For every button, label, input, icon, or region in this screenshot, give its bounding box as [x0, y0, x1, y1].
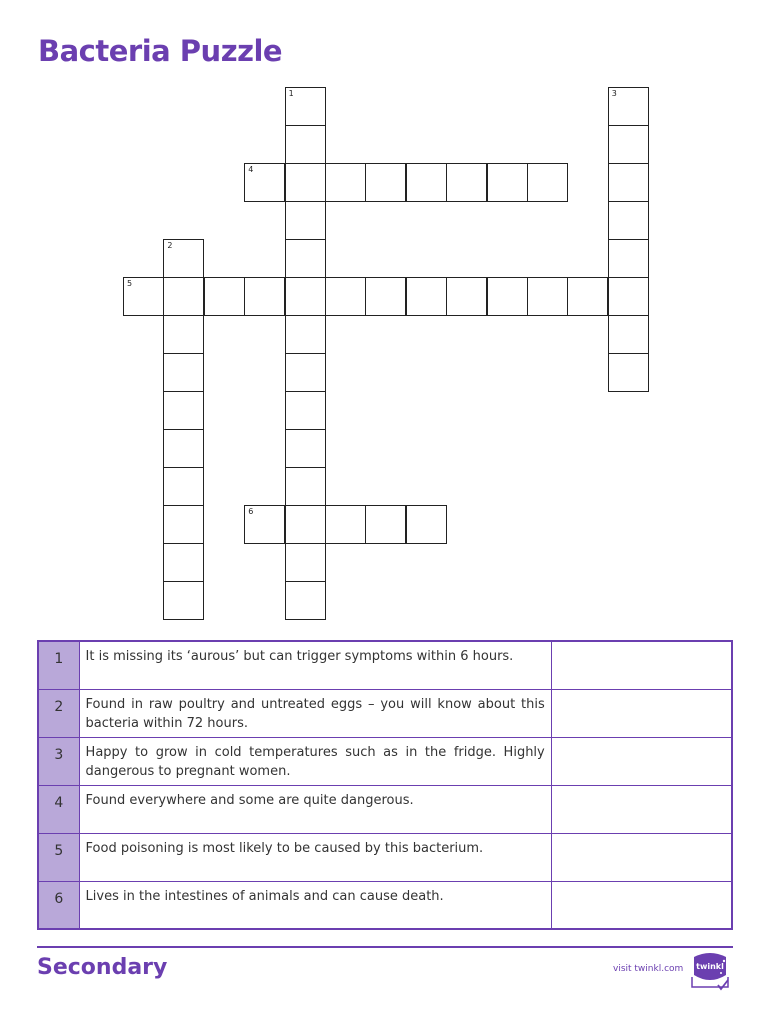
crossword-cell[interactable] — [285, 315, 326, 354]
clue-number: 4 — [38, 785, 79, 833]
crossword-cell[interactable] — [163, 505, 204, 544]
clue-row — [38, 689, 732, 737]
crossword-cell[interactable] — [608, 277, 649, 316]
crossword-cell[interactable] — [527, 163, 568, 202]
clue-row — [38, 881, 732, 929]
crossword-cell[interactable] — [446, 277, 487, 316]
clue-text: Lives in the intestines of animals and can cause death. — [79, 881, 551, 929]
crossword-cell[interactable] — [163, 429, 204, 468]
crossword-cell[interactable] — [285, 87, 326, 126]
crossword-cell[interactable] — [608, 87, 649, 126]
crossword-cell[interactable] — [325, 163, 366, 202]
crossword-cell[interactable] — [163, 277, 204, 316]
clue-text: Found everywhere and some are quite dangerous. — [79, 785, 551, 833]
svg-text:twinkl: twinkl — [696, 962, 724, 971]
clue-number-label: 3 — [611, 89, 617, 98]
crossword-cell[interactable] — [406, 505, 447, 544]
answer-field[interactable] — [551, 689, 732, 737]
crossword-cell[interactable] — [163, 543, 204, 582]
clue-number: 1 — [38, 641, 79, 689]
answer-field[interactable] — [551, 785, 732, 833]
answer-field[interactable] — [551, 737, 732, 785]
crossword-cell[interactable] — [163, 581, 204, 620]
twinkl-badge-icon — [688, 951, 732, 991]
crossword-cell[interactable] — [446, 163, 487, 202]
crossword-cell[interactable] — [285, 543, 326, 582]
clue-number-label: 1 — [288, 89, 294, 98]
crossword-cell[interactable] — [365, 277, 406, 316]
clue-row — [38, 785, 732, 833]
crossword-cell[interactable] — [163, 353, 204, 392]
crossword-cell[interactable] — [365, 163, 406, 202]
crossword-cell[interactable] — [608, 125, 649, 164]
clue-number: 3 — [38, 737, 79, 785]
crossword-cell[interactable] — [244, 505, 285, 544]
crossword-cell[interactable] — [487, 277, 528, 316]
crossword-cell[interactable] — [163, 315, 204, 354]
crossword-cell[interactable] — [285, 467, 326, 506]
crossword-cell[interactable] — [285, 125, 326, 164]
clue-text: Found in raw poultry and untreated eggs – you will know about this bacteria within 72 hours. — [79, 689, 551, 737]
crossword-cell[interactable] — [285, 277, 326, 316]
footer-divider — [37, 946, 733, 948]
crossword-cell[interactable] — [406, 277, 447, 316]
clue-text: Food poisoning is most likely to be caused by this bacterium. — [79, 833, 551, 881]
clue-text: Happy to grow in cold temperatures such as in the fridge. Highly dangerous to pregnant women. — [79, 737, 551, 785]
crossword-cell[interactable] — [163, 467, 204, 506]
crossword-cell[interactable] — [325, 277, 366, 316]
clue-row — [38, 737, 732, 785]
crossword-cell[interactable] — [406, 163, 447, 202]
footer-brand: Secondary — [37, 955, 168, 980]
clue-number-label: 5 — [127, 279, 133, 288]
clues-table — [37, 640, 733, 930]
crossword-cell[interactable] — [608, 163, 649, 202]
crossword-cell[interactable] — [244, 163, 285, 202]
crossword-cell[interactable] — [608, 201, 649, 240]
answer-field[interactable] — [551, 881, 732, 929]
answer-field[interactable] — [551, 833, 732, 881]
clue-number: 6 — [38, 881, 79, 929]
crossword-cell[interactable] — [204, 277, 245, 316]
crossword-cell[interactable] — [567, 277, 608, 316]
page-title: Bacteria Puzzle — [38, 34, 283, 68]
crossword-cell[interactable] — [285, 581, 326, 620]
clue-number: 2 — [38, 689, 79, 737]
clue-number-label: 4 — [248, 165, 254, 174]
crossword-cell[interactable] — [244, 277, 285, 316]
crossword-cell[interactable] — [163, 239, 204, 278]
clue-number-label: 2 — [167, 241, 173, 250]
crossword-cell[interactable] — [285, 201, 326, 240]
crossword-cell[interactable] — [285, 353, 326, 392]
clue-number-label: 6 — [248, 507, 254, 516]
clue-row — [38, 833, 732, 881]
crossword-cell[interactable] — [285, 505, 326, 544]
crossword-cell[interactable] — [527, 277, 568, 316]
crossword-cell[interactable] — [163, 391, 204, 430]
crossword-cell[interactable] — [608, 353, 649, 392]
crossword-cell[interactable] — [285, 163, 326, 202]
crossword-cell[interactable] — [123, 277, 164, 316]
crossword-cell[interactable] — [325, 505, 366, 544]
clue-text: It is missing its ‘aurous’ but can trigger symptoms within 6 hours. — [79, 641, 551, 689]
footer-website[interactable]: visit twinkl.com — [613, 964, 684, 974]
crossword-cell[interactable] — [608, 315, 649, 354]
crossword-cell[interactable] — [608, 239, 649, 278]
crossword-cell[interactable] — [365, 505, 406, 544]
crossword-cell[interactable] — [487, 163, 528, 202]
crossword-cell[interactable] — [285, 239, 326, 278]
crossword-cell[interactable] — [285, 429, 326, 468]
clue-row — [38, 641, 732, 689]
clue-number: 5 — [38, 833, 79, 881]
crossword-cell[interactable] — [285, 391, 326, 430]
answer-field[interactable] — [551, 641, 732, 689]
